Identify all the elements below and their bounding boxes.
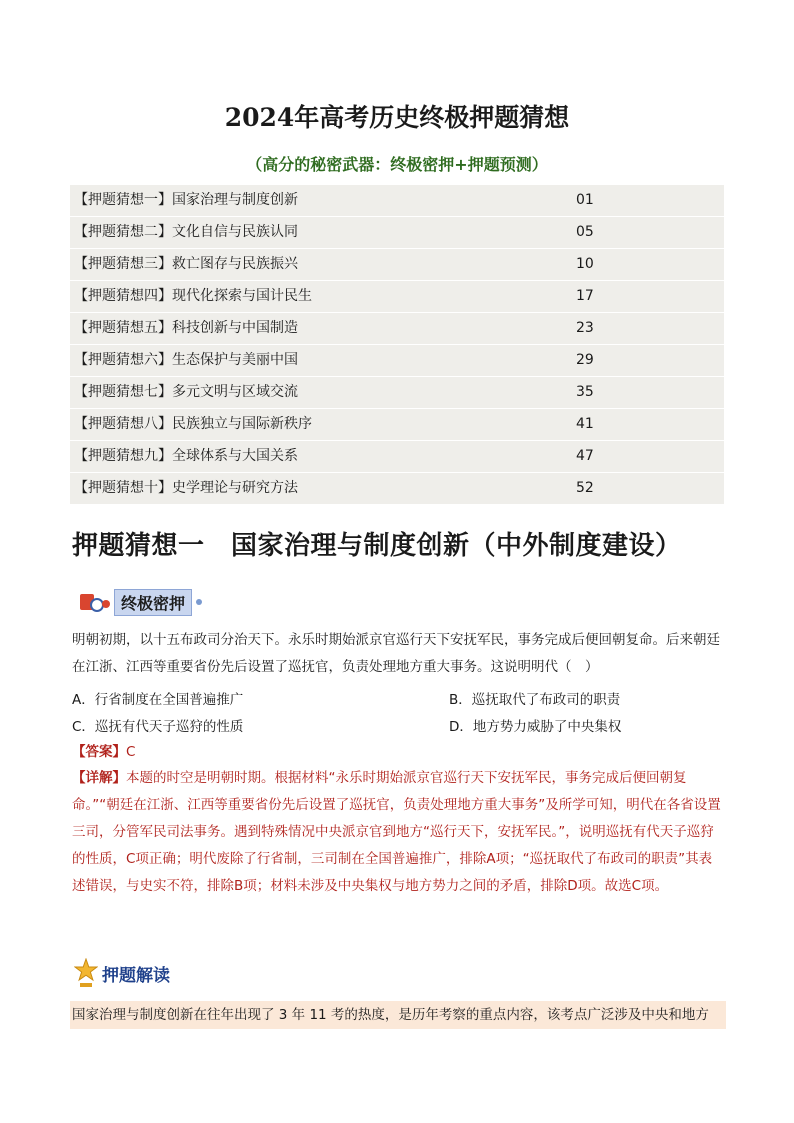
interpretation-title: 押题解读 <box>102 966 170 986</box>
option-b: B．巡抚取代了布政司的职责 <box>449 692 621 708</box>
toc-page-number: 47 <box>576 448 594 464</box>
toc-page-number: 10 <box>576 256 594 272</box>
toc-row[interactable] <box>70 376 724 408</box>
toc-row[interactable] <box>70 248 724 280</box>
page-subtitle: （高分的秘密武器：终极密押+押题预测） <box>246 155 548 174</box>
toc-row[interactable] <box>70 280 724 312</box>
answer <box>72 740 135 760</box>
toc-page-number: 29 <box>576 352 594 368</box>
toc-page-number: 17 <box>576 288 594 304</box>
interpretation-text: 国家治理与制度创新在往年出现了 3 年 11 考的热度，是历年考察的重点内容，该考点广泛涉及中央和地方 <box>70 1001 726 1029</box>
page-title: 2024年高考历史终极押题猜想 <box>224 103 570 132</box>
toc-row[interactable] <box>70 472 724 504</box>
answer-tag: 【答案】 <box>72 744 126 760</box>
table-of-contents <box>70 185 724 504</box>
banner-label: 终极密押 <box>114 589 192 616</box>
question-text: 明朝初期，以十五布政司分治天下。永乐时期始派京官巡行天下安抚军民，事务完成后便回朝复命。后来朝廷在江浙、江西等重要省份先后设置了巡抚官，负责处理地方重大事务。这说明明代（ ） <box>72 632 720 675</box>
toc-page-number: 41 <box>576 416 594 432</box>
toc-row[interactable] <box>70 344 724 376</box>
toc-row[interactable] <box>70 312 724 344</box>
toc-page-number: 35 <box>576 384 594 400</box>
interpretation-heading <box>74 958 170 988</box>
toc-page-number: 52 <box>576 480 594 496</box>
toc-label: 【押题猜想九】全球体系与大国关系 <box>74 448 298 464</box>
toc-row[interactable] <box>70 216 724 248</box>
detail-tag: 【详解】 <box>72 770 126 786</box>
toc-row[interactable] <box>70 185 724 216</box>
toc-label: 【押题猜想二】文化自信与民族认同 <box>74 224 298 240</box>
section-title: 押题猜想一 国家治理与制度创新（中外制度建设） <box>72 531 682 561</box>
toc-page-number: 23 <box>576 320 594 336</box>
toc-label: 【押题猜想七】多元文明与区域交流 <box>74 384 298 400</box>
toc-page-number: 01 <box>576 192 594 208</box>
toc-label: 【押题猜想一】国家治理与制度创新 <box>74 192 298 208</box>
option-d: D．地方势力威胁了中央集权 <box>449 719 622 735</box>
section-banner <box>78 587 202 617</box>
toc-label: 【押题猜想四】现代化探索与国计民生 <box>74 288 312 304</box>
star-icon <box>74 958 98 988</box>
toc-row[interactable] <box>70 408 724 440</box>
option-c: C．巡抚有代天子巡狩的性质 <box>72 719 244 735</box>
toc-label: 【押题猜想三】救亡图存与民族振兴 <box>74 256 298 272</box>
detail-text: 本题的时空是明朝时期。根据材料“永乐时期始派京官巡行天下安抚军民，事务完成后便回朝复命。”“朝廷在江浙、江西等重要省份先后设置了巡抚官，负责处理地方重大事务”及所学可知，明代在各省设置三司，分管军民司法事务。遇到特殊情况中央派京官到地方“巡行天下，安抚军民。”，说明巡抚有代天子巡狩的性质，C项正确；明代废除了行省制，三司制在全国普遍推广，排除A项；“巡抚取代了布政司的职责”其表述错误，与史实不符，排除B项；材料未涉及中央集权与地方势力之间的矛盾，排除D项。故选C项。 <box>72 770 721 894</box>
toc-label: 【押题猜想六】生态保护与美丽中国 <box>74 352 298 368</box>
option-a: A．行省制度在全国普遍推广 <box>72 692 244 708</box>
banner-dot-icon <box>196 599 202 605</box>
toc-row[interactable] <box>70 440 724 472</box>
answer-value: C <box>126 744 136 760</box>
banner-decoration-icon <box>78 588 114 616</box>
detail-explanation <box>72 765 724 900</box>
toc-page-number: 05 <box>576 224 594 240</box>
toc-label: 【押题猜想五】科技创新与中国制造 <box>74 320 298 336</box>
toc-label: 【押题猜想十】史学理论与研究方法 <box>74 480 298 496</box>
toc-label: 【押题猜想八】民族独立与国际新秩序 <box>74 416 312 432</box>
